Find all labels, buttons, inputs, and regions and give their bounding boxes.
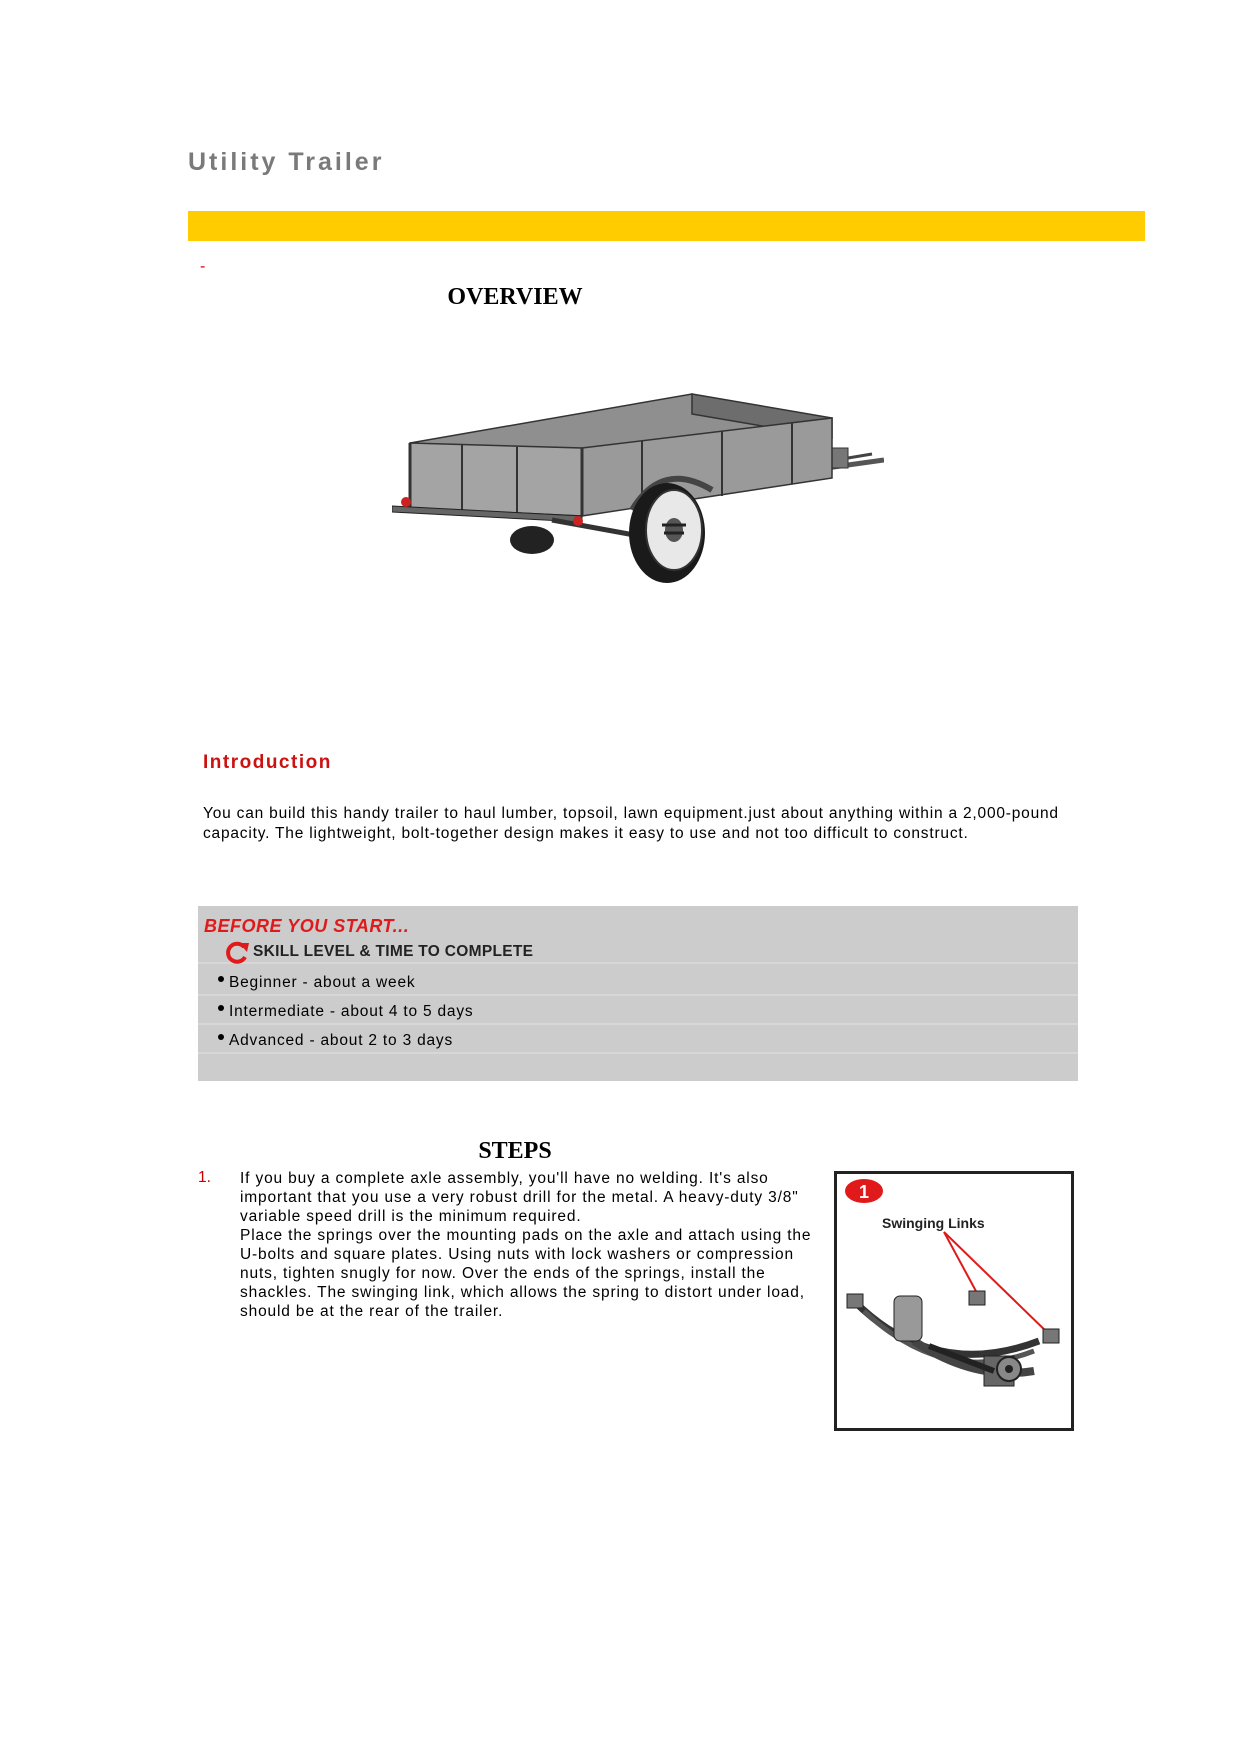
- list-item: [218, 1000, 473, 1029]
- list-item: [218, 971, 473, 1000]
- overview-heading: OVERVIEW: [447, 284, 583, 310]
- before-you-start-panel: [198, 906, 1078, 1081]
- page-title: Utility Trailer: [188, 148, 385, 176]
- bullet-icon: [218, 976, 224, 982]
- introduction-heading: Introduction: [203, 752, 332, 773]
- step-number: 1.: [198, 1169, 211, 1186]
- skill-level-item: Intermediate - about 4 to 5 days: [229, 1003, 474, 1020]
- introduction-text: You can build this handy trailer to haul lumber, topsoil, lawn equipment.just about anything within a 2,000-pound capacity. The lightweight, bolt-together design makes it easy to use and not too difficult to construct.: [203, 805, 1059, 842]
- skill-level-label: SKILL LEVEL & TIME TO COMPLETE: [253, 943, 534, 960]
- steps-heading: STEPS: [478, 1138, 552, 1164]
- step-text: [240, 1169, 818, 1321]
- skill-level-item: Advanced - about 2 to 3 days: [229, 1032, 454, 1049]
- panel-divider: [198, 962, 1078, 964]
- dash-marker: -: [200, 258, 206, 275]
- figure-badge: 1: [858, 1182, 870, 1202]
- trailer-illustration: [392, 390, 884, 596]
- refresh-arrow-icon: [223, 939, 251, 967]
- skill-level-item: Beginner - about a week: [229, 974, 416, 991]
- swinging-links-figure: [834, 1171, 1074, 1431]
- skill-level-list: [218, 971, 473, 1058]
- list-item: [218, 1029, 473, 1058]
- step-paragraph: Place the springs over the mounting pads on the axle and attach using the U-bolts and square plates. Using nuts with lock washers or compression nuts, tighten snugly for now. Over the ends of the springs, install the shackles. The swinging link, which allows the spring to distort under load, should be at the rear of the trailer.: [240, 1227, 812, 1320]
- accent-bar: [188, 211, 1145, 241]
- before-you-start-heading: BEFORE YOU START...: [204, 916, 410, 936]
- step-paragraph: If you buy a complete axle assembly, you'll have no welding. It's also important that you use a very robust drill for the metal. A heavy-duty 3/8" variable speed drill is the minimum required.: [240, 1170, 799, 1225]
- bullet-icon: [218, 1034, 224, 1040]
- figure-label: Swinging Links: [882, 1215, 985, 1231]
- bullet-icon: [218, 1005, 224, 1011]
